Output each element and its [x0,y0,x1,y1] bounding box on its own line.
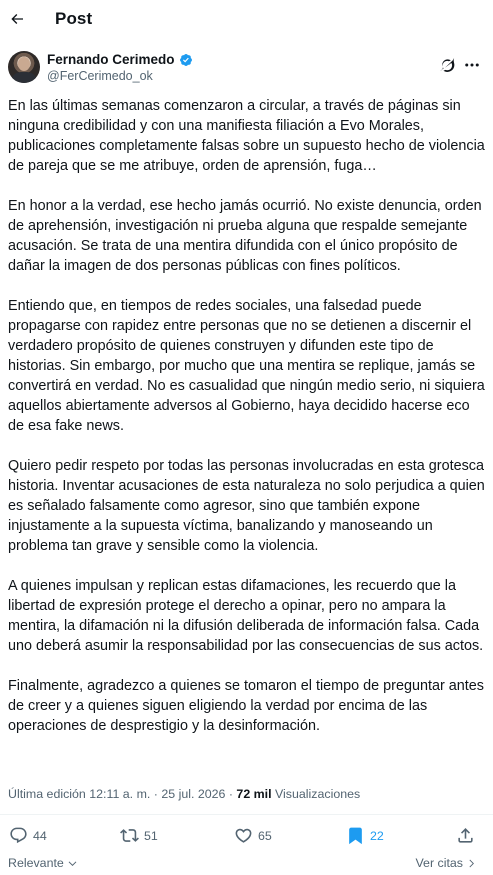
author-name[interactable]: Fernando Cerimedo [47,52,175,67]
post-text [8,96,488,756]
edited-timestamp[interactable]: Última edición 12:11 a. m. · 25 jul. 2026 · [8,787,237,801]
post-paragraph: En las últimas semanas comenzaron a circular, a través de páginas sin ninguna credibilidad y con una manifiesta filiación a Evo Morales, publicaciones completamente falsas sobre un supuesto hecho de violencia de pareja que se me atribuye, orden de aprensión, fuga… [8,98,485,174]
like-button[interactable] [234,826,272,845]
post-paragraph: Quiero pedir respeto por todas las personas involucradas en esta grotesca historia. Inventar acusaciones de esta naturaleza no solo perjudica a quien es señalado falsamente como agresor, sino que también expone injustamente a la supuesta víctima, banalizando y manoseando un problema tan grave y sensible como la violencia. [8,458,485,554]
reply-button[interactable] [9,826,47,845]
views-label: Visualizaciones [271,787,361,801]
replies-footer [0,856,493,874]
grok-icon[interactable] [438,56,456,74]
view-quotes-link[interactable] [415,856,477,870]
sort-label: Relevante [8,856,64,870]
reply-count: 44 [33,828,47,843]
post-paragraph: Finalmente, agradezco a quienes se tomaron el tiempo de preguntar antes de creer y a quienes siguen eligiendo la verdad por encima de las operaciones de desprestigio y la desinformación. [8,678,484,734]
sort-dropdown[interactable] [8,856,78,870]
back-arrow-icon [9,11,25,27]
post-paragraph: Entiendo que, en tiempos de redes sociales, una falsedad puede propagarse con rapidez entre personas que no se detienen a discernir el verdadero propósito de quienes construyen y difunden este tipo de historias. Sin embargo, por mucho que una mentira se replique, jamás se convertirá en verdad. No es casualidad que ningún medio serio, ni siquiera aquellos abiertamente adversos al Gobierno, haya decidido hacerse eco de esa fake news. [8,298,485,434]
page-title: Post [55,9,93,28]
top-bar [0,0,493,38]
divider [0,814,493,815]
chevron-right-icon [466,858,477,869]
like-count: 65 [258,828,272,843]
post-paragraph: En honor a la verdad, ese hecho jamás ocurrió. No existe denuncia, orden de aprehensión, investigación ni prueba alguna que respalde semejante acusación. Se trata de una mentira difundida con el único propósito de dañar la imagen de dos personas públicas con fines políticos. [8,198,482,274]
author-handle[interactable]: @FerCerimedo_ok [47,69,153,83]
more-icon[interactable] [463,56,481,74]
author-row [0,48,493,88]
author-name-row[interactable] [47,52,193,67]
repost-count: 51 [144,828,158,843]
repost-icon [120,826,139,845]
reply-icon [9,826,28,845]
bookmark-button[interactable] [346,826,384,845]
post-meta [8,787,360,801]
repost-button[interactable] [120,826,158,845]
action-bar [0,826,493,854]
share-icon [456,826,475,845]
avatar[interactable] [8,51,40,83]
bookmark-count: 22 [370,828,384,843]
like-icon [234,826,253,845]
post-paragraph: A quienes impulsan y replican estas difamaciones, les recuerdo que la libertad de expresión protege el derecho a opinar, pero no ampara la mentira, la difamación ni la difusión deliberada de información falsa. Cada uno deberá asumir la responsabilidad por las consecuencias de sus actos. [8,578,484,654]
share-button[interactable] [456,826,475,845]
back-button[interactable] [8,10,26,28]
quotes-label: Ver citas [415,856,463,870]
bookmark-icon [346,826,365,845]
verified-icon [179,53,193,67]
views-count: 72 mil [236,787,272,801]
chevron-down-icon [67,858,78,869]
